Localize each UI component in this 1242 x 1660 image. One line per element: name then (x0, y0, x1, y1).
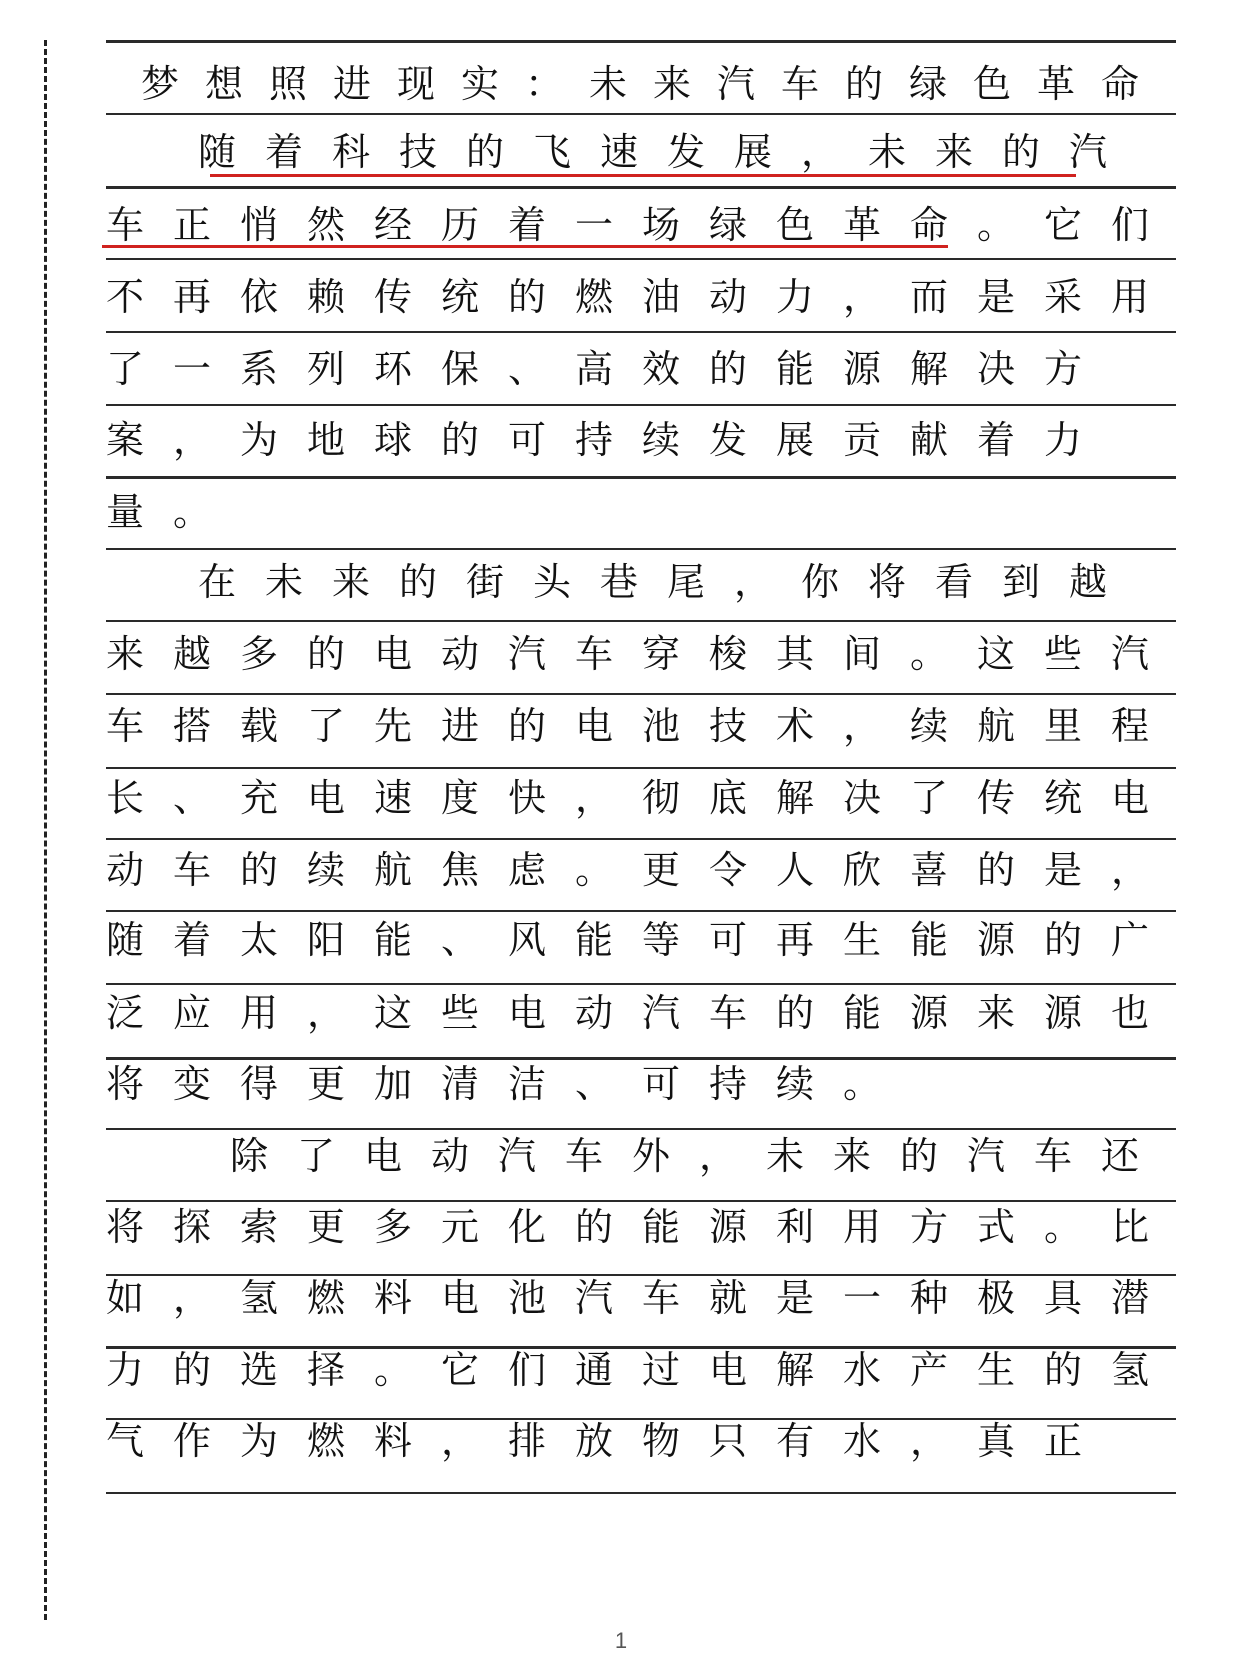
text-line-5: 案，为地球的可持续发展贡献着力 (106, 418, 1112, 462)
rule-line (106, 331, 1176, 333)
rule-line (106, 620, 1176, 622)
rule-line (106, 186, 1176, 189)
page-title: 梦想照进现实：未来汽车的绿色革命 (140, 62, 1165, 106)
text-line-16: 将探索更多元化的能源利用方式。比 (106, 1205, 1179, 1249)
binding-margin-dashed-line (44, 40, 47, 1620)
text-line-3: 不再依赖传统的燃油动力，而是采用 (106, 275, 1179, 319)
text-line-1: 随着科技的飞速发展，未来的汽 (198, 130, 1137, 174)
text-line-17: 如，氢燃料电池汽车就是一种极具潜 (106, 1276, 1179, 1320)
text-line-10: 长、充电速度快，彻底解决了传统电 (106, 776, 1179, 820)
rule-line (106, 258, 1176, 260)
text-line-14: 将变得更加清洁、可持续。 (106, 1062, 911, 1106)
page-number: 1 (614, 1628, 628, 1653)
rule-line (106, 476, 1176, 479)
text-line-19: 气作为燃料，排放物只有水，真正 (106, 1419, 1112, 1463)
text-line-11: 动车的续航焦虑。更令人欣喜的是， (106, 848, 1179, 892)
text-line-4: 了一系列环保、高效的能源解决方 (106, 347, 1112, 391)
text-line-15: 除了电动汽车外，未来的汽车还 (230, 1134, 1169, 1178)
rule-line (106, 1492, 1176, 1494)
rule-line (106, 693, 1176, 695)
red-underline-highlight (102, 245, 948, 248)
text-line-9: 车搭载了先进的电池技术，续航里程 (106, 704, 1179, 748)
text-line-13: 泛应用，这些电动汽车的能源来源也 (106, 991, 1179, 1035)
text-line-12: 随着太阳能、风能等可再生能源的广 (106, 918, 1179, 962)
text-line-7: 在未来的街头巷尾，你将看到越 (198, 560, 1137, 604)
rule-line (106, 548, 1176, 550)
red-underline-highlight (210, 174, 1076, 177)
text-line-18: 力的选择。它们通过电解水产生的氢 (106, 1348, 1179, 1392)
text-line-8: 来越多的电动汽车穿梭其间。这些汽 (106, 632, 1179, 676)
rule-line (106, 113, 1176, 115)
rule-line (106, 40, 1176, 43)
text-line-2: 车正悄然经历着一场绿色革命。它们 (106, 203, 1179, 247)
rule-line (106, 404, 1176, 406)
text-line-6: 量。 (106, 490, 241, 534)
